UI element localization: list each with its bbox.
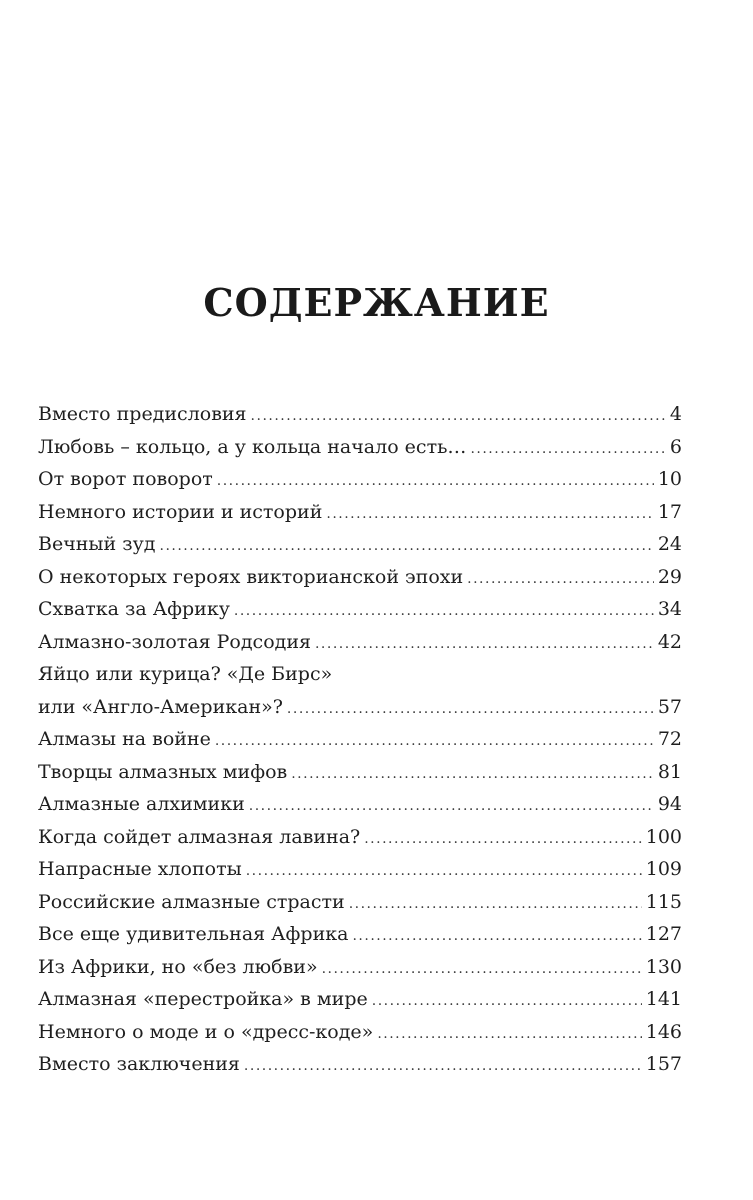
toc-entry [38, 431, 682, 464]
toc-entry [38, 626, 682, 659]
toc-leader-dots [364, 823, 642, 856]
toc-entry-page: 42 [657, 630, 682, 653]
toc-entry-page: 17 [657, 500, 682, 523]
toc-entry-title: Напрасные хлопоты [38, 858, 242, 880]
toc-entry [38, 593, 682, 626]
toc-entry-title: Российские алмазные страсти [38, 890, 345, 913]
toc-entry-page: 6 [669, 435, 682, 458]
toc-leader-dots [372, 985, 642, 1018]
toc-entry-title: Алмазно-золотая Родсодия [38, 630, 311, 653]
toc-entry-title: Любовь – кольцо, а у кольца начало есть… [38, 435, 467, 458]
toc-leader-dots [470, 433, 665, 466]
toc-entry-title: Вместо предисловия [38, 403, 247, 425]
toc-entry [38, 788, 682, 821]
toc-entry-page: 127 [645, 923, 682, 945]
toc-entry-title: Схватка за Африку [38, 598, 230, 620]
toc-entry-title: От ворот поворот [38, 468, 213, 490]
toc-entry-title: Творцы алмазных мифов [38, 760, 288, 783]
toc-entry [38, 853, 682, 886]
toc-entry-page: 157 [645, 1053, 682, 1075]
toc-entry-title-line1: Яйцо или курица? «Де Бирс» [38, 663, 333, 685]
toc-entry-page: 146 [645, 1020, 682, 1043]
toc-entry-page: 109 [645, 858, 682, 880]
toc-entry-page: 115 [645, 890, 682, 913]
toc-entry-title: Алмазы на войне [38, 728, 211, 750]
toc-leader-dots [467, 563, 654, 596]
toc-entry [38, 983, 682, 1016]
toc-entry [38, 496, 682, 529]
toc-entry [38, 821, 682, 854]
toc-entry-page: 57 [657, 695, 682, 718]
toc-entry-title: Алмазные алхимики [38, 793, 245, 815]
toc-entry [38, 658, 682, 723]
toc-entry-title: Все еще удивительная Африка [38, 923, 349, 945]
toc-leader-dots [352, 920, 641, 953]
toc-entry [38, 1016, 682, 1049]
toc-entry-page: 94 [657, 793, 682, 815]
toc-entry-page: 4 [669, 403, 682, 425]
toc-entry-page: 24 [657, 533, 682, 555]
toc-entry-page: 10 [657, 468, 682, 490]
toc-leader-dots [377, 1018, 641, 1051]
toc-leader-dots [234, 595, 654, 628]
toc-entry [38, 398, 682, 431]
toc-leader-dots [291, 758, 654, 791]
toc-leader-dots [215, 725, 654, 758]
toc-entry-page: 72 [657, 728, 682, 750]
toc-entry-title: О некоторых героях викторианской эпохи [38, 565, 464, 588]
toc-leader-dots [322, 953, 642, 986]
toc-entry-title: Из Африки, но «без любви» [38, 955, 318, 978]
toc-leader-dots [287, 693, 654, 726]
toc-entry-title: Немного истории и историй [38, 500, 323, 523]
toc-entry-page: 29 [657, 565, 682, 588]
toc-entry-title: или «Англо-Американ»? [38, 695, 283, 718]
toc-leader-dots [244, 1050, 642, 1083]
toc-entry [38, 463, 682, 496]
toc-entry-page: 141 [645, 988, 682, 1010]
toc-entry-title: Когда сойдет алмазная лавина? [38, 825, 361, 848]
toc-leader-dots [249, 790, 654, 823]
toc-entry [38, 528, 682, 561]
page-title: СОДЕРЖАНИЕ [203, 280, 550, 325]
toc-entry [38, 951, 682, 984]
toc-entry-page: 34 [657, 598, 682, 620]
toc-entry [38, 886, 682, 919]
toc-leader-dots [315, 628, 654, 661]
table-of-contents [38, 398, 682, 1081]
toc-entry [38, 918, 682, 951]
toc-entry-page: 100 [645, 825, 682, 848]
toc-leader-dots [217, 465, 654, 498]
toc-entry-page: 130 [645, 955, 682, 978]
toc-leader-dots [246, 855, 642, 888]
toc-entry [38, 561, 682, 594]
toc-entry [38, 756, 682, 789]
toc-entry-title: Немного о моде и о «дресс-коде» [38, 1020, 374, 1043]
toc-entry-title: Вместо заключения [38, 1053, 240, 1075]
toc-entry [38, 1048, 682, 1081]
toc-leader-dots [160, 530, 654, 563]
toc-entry-page: 81 [657, 760, 682, 783]
toc-leader-dots [251, 400, 666, 433]
toc-leader-dots [349, 888, 642, 921]
toc-leader-dots [326, 498, 653, 531]
toc-entry-row2 [38, 691, 682, 724]
toc-entry [38, 723, 682, 756]
toc-entry-title: Вечный зуд [38, 533, 156, 555]
toc-entry-title: Алмазная «перестройка» в мире [38, 988, 368, 1010]
